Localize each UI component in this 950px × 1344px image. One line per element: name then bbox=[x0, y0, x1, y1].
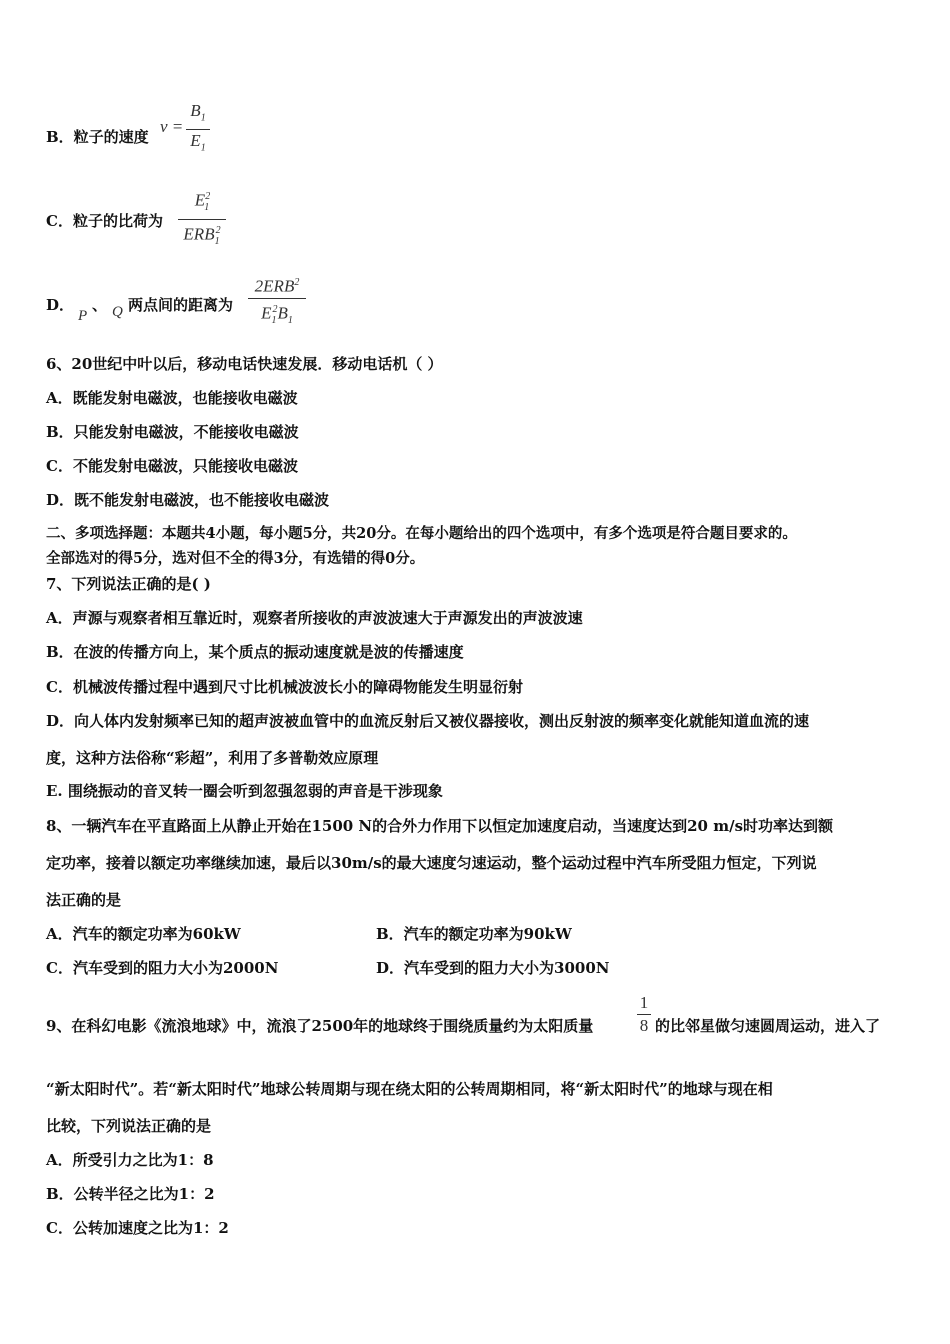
q8-stem-line1: 8、一辆汽车在平直路面上从静止开始在1500 N的合外力作用下以恒定加速度启动，当速度达到20 m/s时功率达到额 bbox=[46, 817, 834, 835]
q8-option-c: C．汽车受到的阻力大小为2000N bbox=[46, 959, 279, 977]
q9-option-a: A．所受引力之比为1：8 bbox=[46, 1151, 214, 1169]
q8-option-d: D．汽车受到的阻力大小为3000N bbox=[376, 959, 610, 977]
q7-option-a: A．声源与观察者相互靠近时，观察者所接收的声波波速大于声源发出的声波波速 bbox=[46, 609, 583, 627]
q7-option-b: B．在波的传播方向上，某个质点的振动速度就是波的传播速度 bbox=[46, 643, 464, 661]
q5-option-d-fraction: 2ERB$^2$ $E_1^2B_1$ bbox=[248, 272, 306, 332]
q5-option-d: D． bbox=[46, 296, 75, 314]
q5-option-c bbox=[46, 211, 163, 231]
q5-option-d-text: 两点间的距离为 bbox=[128, 296, 234, 314]
q8-stem-line3: 法正确的是 bbox=[46, 891, 122, 909]
q9-option-b: B．公转半径之比为1：2 bbox=[46, 1185, 215, 1203]
q5-option-c-text: C．粒子的比荷为 bbox=[46, 212, 163, 230]
q5-option-b-text: B．粒子的速度 bbox=[46, 128, 149, 146]
q9-stem-line1a: 9、在科幻电影《流浪地球》中，流浪了2500年的地球终于围绕质量约为太阳质量 bbox=[46, 1017, 594, 1035]
q5-option-b-lhs: v = bbox=[160, 117, 184, 136]
q5-option-b-fraction: $B_1$ $E_1$ bbox=[186, 100, 210, 160]
q9-fraction: 1 8 bbox=[637, 992, 651, 1037]
q7-stem: 7、下列说法正确的是( ) bbox=[46, 575, 211, 593]
section2-instructions-line2: 全部选对的得5分，选对但不全的得3分，有选错的得0分。 bbox=[46, 550, 425, 567]
q6-option-b: B．只能发射电磁波，不能接收电磁波 bbox=[46, 423, 299, 441]
q9-stem-line2: “新太阳时代”。若“新太阳时代”地球公转周期与现在绕太阳的公转周期相同，将“新太阳时代”的地球与现在相 bbox=[46, 1080, 773, 1098]
q8-stem-line2: 定功率，接着以额定功率继续加速，最后以30m/s的最大速度匀速运动，整个运动过程中汽车所受阻力恒定，下列说 bbox=[46, 854, 817, 872]
q7-option-e: E. 围绕振动的音叉转一圈会听到忽强忽弱的声音是干涉现象 bbox=[46, 782, 443, 800]
q7-option-d-line2: 度，这种方法俗称“彩超”，利用了多普勒效应原理 bbox=[46, 749, 379, 767]
q7-option-c: C．机械波传播过程中遇到尺寸比机械波波长小的障碍物能发生明显衍射 bbox=[46, 678, 523, 696]
q7-option-d-line1: D．向人体内发射频率已知的超声波被血管中的血流反射后又被仪器接收，测出反射波的频率变化就能知道血流的速 bbox=[46, 712, 810, 730]
q5-point-q: Q bbox=[112, 304, 123, 320]
q9-option-c: C．公转加速度之比为1：2 bbox=[46, 1219, 229, 1237]
q8-option-b: B．汽车的额定功率为90kW bbox=[376, 925, 572, 943]
q5-option-b bbox=[46, 127, 149, 147]
q5-option-c-fraction: $E^2_1$ $ERB_1^2$ bbox=[178, 186, 226, 253]
q5-point-p: P bbox=[78, 308, 88, 324]
q9-stem-line3: 比较，下列说法正确的是 bbox=[46, 1117, 212, 1135]
q9-stem-line1b: 的比邻星做匀速圆周运动，进入了 bbox=[655, 1017, 881, 1035]
q6-option-a: A．既能发射电磁波，也能接收电磁波 bbox=[46, 389, 298, 407]
q8-option-a: A．汽车的额定功率为60kW bbox=[46, 925, 241, 943]
q6-stem: 6、20世纪中叶以后，移动电话快速发展．移动电话机（ ） bbox=[46, 355, 443, 373]
q6-option-d: D．既不能发射电磁波，也不能接收电磁波 bbox=[46, 491, 330, 509]
q6-option-c: C．不能发射电磁波，只能接收电磁波 bbox=[46, 457, 298, 475]
section2-instructions-line1: 二、多项选择题：本题共4小题，每小题5分，共20分。在每小题给出的四个选项中，有多个选项是符合题目要求的。 bbox=[46, 525, 797, 542]
q5-separator: 、 bbox=[92, 296, 108, 314]
